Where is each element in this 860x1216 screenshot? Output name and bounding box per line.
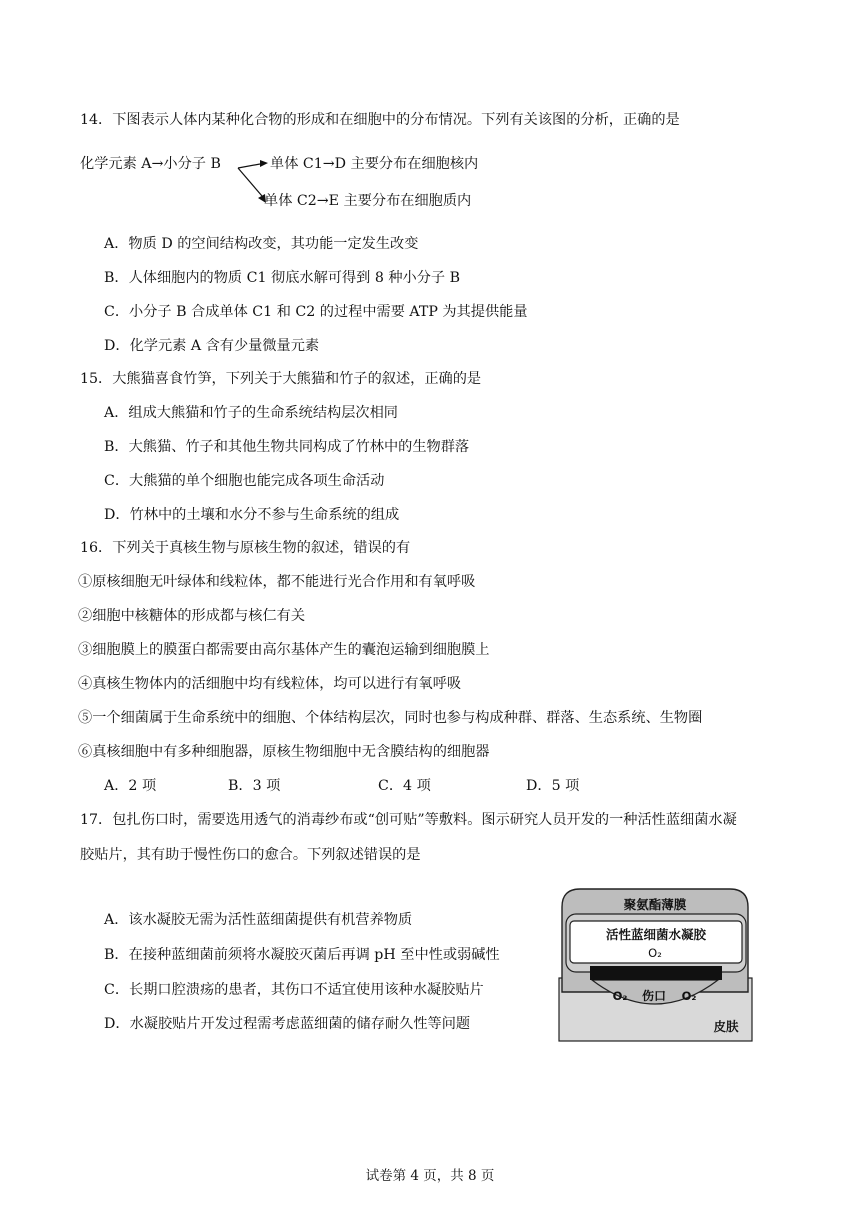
skin-label: 皮肤 — [713, 1019, 739, 1034]
gel-label: 活性蓝细菌水凝胶 — [605, 927, 707, 942]
q14-option-a: A．物质 D 的空间结构改变，其功能一定发生改变 — [104, 236, 419, 252]
q14-arrow-down-line — [238, 168, 262, 196]
wound-label: 伤口 — [641, 989, 667, 1003]
q14-option-c: C．小分子 B 合成单体 C1 和 C2 的过程中需要 ATP 为其提供能量 — [104, 304, 528, 320]
q17-stem-line1: 17．包扎伤口时，需要选用透气的消毒纱布或“创可贴”等敷料。图示研究人员开发的一种活性蓝细菌水凝 — [80, 812, 737, 828]
q16-option-a: A．2 项 — [104, 778, 157, 794]
q16-stem: 16．下列关于真核生物与原核生物的叙述，错误的有 — [80, 540, 411, 556]
wound-o2-right: O₂ — [681, 989, 697, 1003]
q16-option-b: B．3 项 — [228, 778, 281, 794]
q16-option-c: C．4 项 — [378, 778, 431, 794]
q17-hydrogel-patch-figure — [558, 888, 754, 1044]
q17-option-a: A．该水凝胶无需为活性蓝细菌提供有机营养物质 — [104, 912, 413, 928]
contact-layer — [590, 966, 722, 980]
q14-arrow-up-line — [238, 164, 260, 168]
q14-option-b: B．人体细胞内的物质 C1 彻底水解可得到 8 种小分子 B — [104, 270, 461, 286]
q16-statement-1: ①原核细胞无叶绿体和线粒体，都不能进行光合作用和有氧呼吸 — [78, 574, 476, 590]
q17-option-b: B．在接种蓝细菌前须将水凝胶灭菌后再调 pH 至中性或弱碱性 — [104, 947, 500, 963]
q14-arrow-up-head — [260, 160, 268, 167]
film-label: 聚氨酯薄膜 — [623, 897, 687, 912]
q17-stem-line2: 胶贴片，其有助于慢性伤口的愈合。下列叙述错误的是 — [80, 847, 421, 863]
q15-stem: 15．大熊猫喜食竹笋，下列关于大熊猫和竹子的叙述，正确的是 — [80, 371, 482, 387]
wound-o2-left: O₂ — [612, 989, 628, 1003]
q14-scheme-start: 化学元素 A→小分子 B — [80, 156, 221, 172]
q16-statement-3: ③细胞膜上的膜蛋白都需要由高尔基体产生的囊泡运输到细胞膜上 — [78, 642, 490, 658]
q14-scheme-diagram — [78, 150, 538, 220]
q16-statement-6: ⑥真核细胞中有多种细胞器，原核生物细胞中无含膜结构的细胞器 — [78, 744, 490, 760]
q16-statement-5: ⑤一个细菌属于生命系统中的细胞、个体结构层次，同时也参与构成种群、群落、生态系统、生物圈 — [78, 710, 703, 726]
q14-stem: 14．下图表示人体内某种化合物的形成和在细胞中的分布情况。下列有关该图的分析，正确的是 — [80, 112, 680, 128]
q16-statement-4: ④真核生物体内的活细胞中均有线粒体，均可以进行有氧呼吸 — [78, 676, 462, 692]
q14-scheme-branch1: 单体 C1→D 主要分布在细胞核内 — [270, 156, 479, 172]
q17-option-c: C．长期口腔溃疡的患者，其伤口不适宜使用该种水凝胶贴片 — [104, 982, 484, 998]
gel-o2-label: O₂ — [648, 946, 662, 960]
page-footer: 试卷第 4 页，共 8 页 — [365, 1168, 495, 1184]
q15-option-c: C．大熊猫的单个细胞也能完成各项生命活动 — [104, 473, 385, 489]
q16-option-d: D．5 项 — [526, 778, 580, 794]
q15-option-a: A．组成大熊猫和竹子的生命系统结构层次相同 — [104, 405, 398, 421]
q14-option-d: D．化学元素 A 含有少量微量元素 — [104, 338, 320, 354]
q14-scheme-branch2: 单体 C2→E 主要分布在细胞质内 — [264, 193, 472, 209]
q17-option-d: D．水凝胶贴片开发过程需考虑蓝细菌的储存耐久性等问题 — [104, 1016, 471, 1032]
q16-statement-2: ②细胞中核糖体的形成都与核仁有关 — [78, 608, 306, 624]
q15-option-d: D．竹林中的土壤和水分不参与生命系统的组成 — [104, 507, 400, 523]
q15-option-b: B．大熊猫、竹子和其他生物共同构成了竹林中的生物群落 — [104, 439, 470, 455]
